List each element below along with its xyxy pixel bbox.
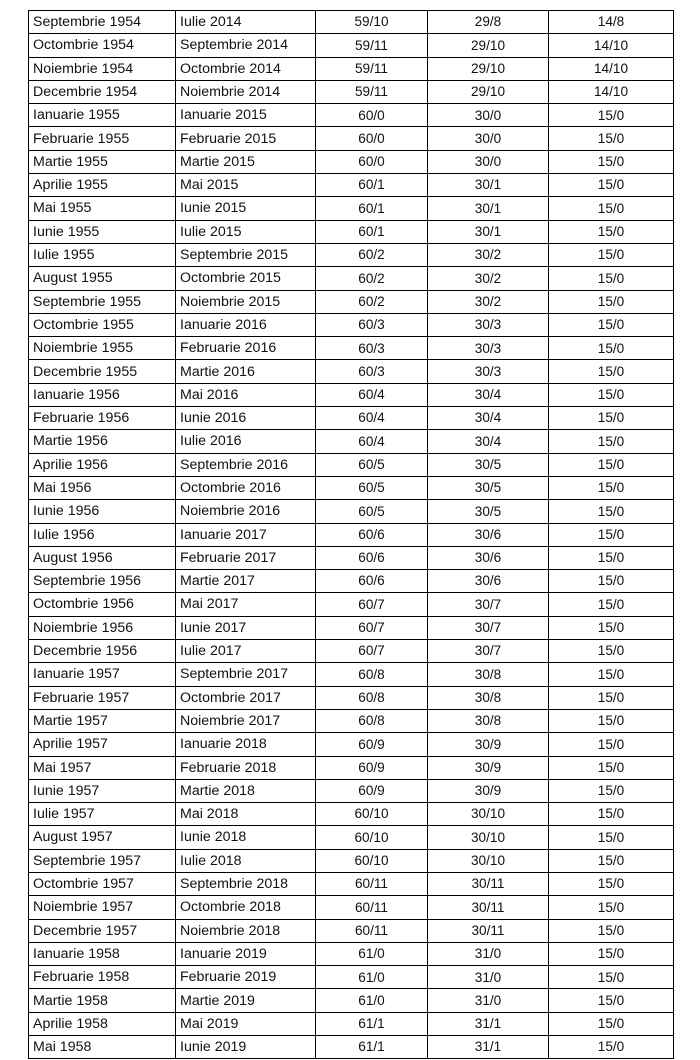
cell-contribution_full: 30/2: [428, 243, 549, 266]
cell-retirement_age: 60/11: [316, 896, 428, 919]
cell-birth_month: Aprilie 1958: [29, 1012, 176, 1035]
cell-retirement_month: Februarie 2018: [176, 756, 316, 779]
cell-retirement_month: Mai 2019: [176, 1012, 316, 1035]
cell-contribution_min: 14/10: [549, 80, 674, 103]
cell-contribution_min: 15/0: [549, 686, 674, 709]
cell-contribution_min: 14/10: [549, 57, 674, 80]
cell-contribution_min: 15/0: [549, 360, 674, 383]
table-row: [29, 337, 674, 360]
cell-contribution_full: 31/0: [428, 942, 549, 965]
cell-retirement_month: Noiembrie 2017: [176, 709, 316, 732]
cell-retirement_month: Septembrie 2016: [176, 453, 316, 476]
cell-contribution_full: 30/10: [428, 803, 549, 826]
cell-retirement_age: 61/0: [316, 966, 428, 989]
cell-contribution_min: 15/0: [549, 197, 674, 220]
cell-contribution_full: 30/7: [428, 593, 549, 616]
cell-contribution_full: 31/0: [428, 966, 549, 989]
cell-retirement_month: Ianuarie 2018: [176, 733, 316, 756]
cell-retirement_month: Iunie 2017: [176, 616, 316, 639]
cell-contribution_min: 15/0: [549, 966, 674, 989]
cell-retirement_age: 60/1: [316, 174, 428, 197]
table-row: [29, 476, 674, 499]
cell-contribution_full: 30/0: [428, 150, 549, 173]
cell-contribution_min: 15/0: [549, 500, 674, 523]
cell-retirement_month: Iunie 2015: [176, 197, 316, 220]
table-row: [29, 896, 674, 919]
cell-retirement_age: 60/3: [316, 337, 428, 360]
table-row: [29, 313, 674, 336]
cell-retirement_age: 60/2: [316, 243, 428, 266]
cell-contribution_min: 15/0: [549, 663, 674, 686]
cell-retirement_month: Februarie 2015: [176, 127, 316, 150]
cell-retirement_month: Martie 2016: [176, 360, 316, 383]
cell-birth_month: Februarie 1958: [29, 966, 176, 989]
cell-retirement_month: Iulie 2015: [176, 220, 316, 243]
cell-contribution_min: 15/0: [549, 779, 674, 802]
cell-birth_month: Ianuarie 1956: [29, 383, 176, 406]
cell-contribution_min: 15/0: [549, 919, 674, 942]
cell-contribution_full: 29/8: [428, 11, 549, 34]
table-row: [29, 220, 674, 243]
cell-contribution_min: 15/0: [549, 174, 674, 197]
cell-retirement_age: 60/0: [316, 127, 428, 150]
cell-contribution_full: 30/3: [428, 337, 549, 360]
cell-contribution_full: 29/10: [428, 57, 549, 80]
cell-contribution_min: 15/0: [549, 546, 674, 569]
cell-retirement_age: 61/1: [316, 1036, 428, 1059]
cell-contribution_full: 30/11: [428, 896, 549, 919]
cell-retirement_age: 60/1: [316, 197, 428, 220]
cell-retirement_age: 60/5: [316, 500, 428, 523]
table-row: [29, 34, 674, 57]
cell-retirement_month: Octombrie 2018: [176, 896, 316, 919]
retirement-schedule-table-container: [28, 10, 673, 1059]
table-body: [29, 11, 674, 1059]
cell-retirement_age: 60/9: [316, 756, 428, 779]
cell-birth_month: Iulie 1956: [29, 523, 176, 546]
cell-retirement_age: 60/9: [316, 779, 428, 802]
cell-birth_month: Septembrie 1954: [29, 11, 176, 34]
cell-birth_month: Mai 1958: [29, 1036, 176, 1059]
cell-retirement_age: 60/6: [316, 546, 428, 569]
cell-contribution_min: 15/0: [549, 733, 674, 756]
cell-birth_month: Octombrie 1954: [29, 34, 176, 57]
table-row: [29, 360, 674, 383]
cell-contribution_full: 31/1: [428, 1012, 549, 1035]
cell-contribution_min: 15/0: [549, 407, 674, 430]
cell-contribution_min: 15/0: [549, 616, 674, 639]
cell-birth_month: Aprilie 1955: [29, 174, 176, 197]
cell-birth_month: Noiembrie 1956: [29, 616, 176, 639]
table-row: [29, 11, 674, 34]
table-row: [29, 826, 674, 849]
cell-contribution_min: 15/0: [549, 104, 674, 127]
cell-retirement_month: Ianuarie 2017: [176, 523, 316, 546]
cell-birth_month: Iunie 1956: [29, 500, 176, 523]
cell-retirement_age: 61/0: [316, 942, 428, 965]
cell-contribution_min: 15/0: [549, 942, 674, 965]
cell-birth_month: August 1955: [29, 267, 176, 290]
table-row: [29, 733, 674, 756]
cell-retirement_age: 60/6: [316, 570, 428, 593]
cell-retirement_age: 60/0: [316, 150, 428, 173]
cell-birth_month: Septembrie 1957: [29, 849, 176, 872]
retirement-schedule-table: [28, 10, 674, 1059]
cell-contribution_min: 15/0: [549, 243, 674, 266]
cell-retirement_month: Martie 2018: [176, 779, 316, 802]
cell-contribution_full: 30/3: [428, 360, 549, 383]
cell-birth_month: Mai 1956: [29, 476, 176, 499]
cell-retirement_month: Ianuarie 2016: [176, 313, 316, 336]
cell-retirement_month: Septembrie 2017: [176, 663, 316, 686]
cell-birth_month: Octombrie 1955: [29, 313, 176, 336]
table-row: [29, 593, 674, 616]
table-row: [29, 709, 674, 732]
cell-birth_month: Martie 1956: [29, 430, 176, 453]
cell-retirement_month: Mai 2018: [176, 803, 316, 826]
table-row: [29, 267, 674, 290]
cell-contribution_min: 15/0: [549, 313, 674, 336]
table-row: [29, 779, 674, 802]
cell-retirement_age: 60/4: [316, 383, 428, 406]
cell-contribution_full: 30/9: [428, 779, 549, 802]
table-row: [29, 640, 674, 663]
cell-retirement_age: 60/8: [316, 663, 428, 686]
table-row: [29, 919, 674, 942]
cell-contribution_min: 15/0: [549, 267, 674, 290]
cell-retirement_month: Noiembrie 2014: [176, 80, 316, 103]
table-row: [29, 872, 674, 895]
cell-birth_month: Noiembrie 1957: [29, 896, 176, 919]
cell-birth_month: Septembrie 1956: [29, 570, 176, 593]
cell-retirement_age: 60/2: [316, 290, 428, 313]
cell-retirement_age: 60/5: [316, 476, 428, 499]
cell-retirement_month: Iunie 2018: [176, 826, 316, 849]
cell-contribution_full: 29/10: [428, 80, 549, 103]
cell-retirement_month: Octombrie 2016: [176, 476, 316, 499]
cell-contribution_min: 15/0: [549, 570, 674, 593]
cell-birth_month: August 1957: [29, 826, 176, 849]
table-row: [29, 942, 674, 965]
cell-retirement_age: 60/8: [316, 709, 428, 732]
cell-birth_month: Octombrie 1956: [29, 593, 176, 616]
cell-retirement_month: Martie 2017: [176, 570, 316, 593]
table-row: [29, 849, 674, 872]
cell-retirement_age: 60/6: [316, 523, 428, 546]
cell-birth_month: Martie 1958: [29, 989, 176, 1012]
cell-contribution_full: 31/0: [428, 989, 549, 1012]
cell-contribution_full: 30/1: [428, 197, 549, 220]
table-row: [29, 989, 674, 1012]
cell-birth_month: Iunie 1955: [29, 220, 176, 243]
cell-contribution_min: 15/0: [549, 826, 674, 849]
cell-contribution_full: 30/5: [428, 476, 549, 499]
cell-contribution_min: 15/0: [549, 1036, 674, 1059]
cell-retirement_age: 60/7: [316, 616, 428, 639]
cell-birth_month: Aprilie 1956: [29, 453, 176, 476]
cell-birth_month: Noiembrie 1954: [29, 57, 176, 80]
cell-retirement_age: 60/8: [316, 686, 428, 709]
cell-contribution_min: 15/0: [549, 1012, 674, 1035]
cell-contribution_full: 30/8: [428, 663, 549, 686]
cell-retirement_month: Octombrie 2015: [176, 267, 316, 290]
cell-contribution_min: 15/0: [549, 756, 674, 779]
table-row: [29, 197, 674, 220]
cell-contribution_full: 30/0: [428, 104, 549, 127]
cell-contribution_full: 30/5: [428, 453, 549, 476]
cell-birth_month: Decembrie 1957: [29, 919, 176, 942]
cell-retirement_month: Ianuarie 2019: [176, 942, 316, 965]
cell-contribution_full: 30/4: [428, 430, 549, 453]
cell-retirement_month: Octombrie 2014: [176, 57, 316, 80]
cell-birth_month: Octombrie 1957: [29, 872, 176, 895]
cell-contribution_full: 30/6: [428, 546, 549, 569]
cell-contribution_full: 30/3: [428, 313, 549, 336]
cell-retirement_age: 60/10: [316, 826, 428, 849]
cell-retirement_age: 59/11: [316, 57, 428, 80]
cell-retirement_month: Februarie 2017: [176, 546, 316, 569]
cell-birth_month: Decembrie 1955: [29, 360, 176, 383]
cell-retirement_month: Martie 2015: [176, 150, 316, 173]
cell-contribution_full: 30/11: [428, 919, 549, 942]
cell-contribution_min: 15/0: [549, 709, 674, 732]
cell-contribution_full: 30/0: [428, 127, 549, 150]
cell-retirement_month: Septembrie 2018: [176, 872, 316, 895]
cell-retirement_age: 60/11: [316, 919, 428, 942]
cell-retirement_age: 60/3: [316, 360, 428, 383]
cell-contribution_min: 15/0: [549, 896, 674, 919]
cell-retirement_age: 59/11: [316, 80, 428, 103]
cell-contribution_min: 15/0: [549, 523, 674, 546]
cell-birth_month: Ianuarie 1958: [29, 942, 176, 965]
cell-birth_month: Martie 1957: [29, 709, 176, 732]
cell-contribution_min: 15/0: [549, 803, 674, 826]
cell-birth_month: Mai 1957: [29, 756, 176, 779]
cell-contribution_min: 15/0: [549, 640, 674, 663]
cell-contribution_full: 30/7: [428, 616, 549, 639]
table-row: [29, 966, 674, 989]
cell-birth_month: Februarie 1957: [29, 686, 176, 709]
cell-retirement_month: Martie 2019: [176, 989, 316, 1012]
cell-retirement_month: Noiembrie 2018: [176, 919, 316, 942]
table-row: [29, 290, 674, 313]
cell-contribution_min: 15/0: [549, 849, 674, 872]
cell-retirement_month: Octombrie 2017: [176, 686, 316, 709]
cell-birth_month: Iulie 1957: [29, 803, 176, 826]
table-row: [29, 1012, 674, 1035]
cell-retirement_month: Iulie 2018: [176, 849, 316, 872]
table-row: [29, 80, 674, 103]
cell-birth_month: Mai 1955: [29, 197, 176, 220]
cell-birth_month: Aprilie 1957: [29, 733, 176, 756]
cell-retirement_month: Septembrie 2015: [176, 243, 316, 266]
cell-birth_month: Martie 1955: [29, 150, 176, 173]
table-row: [29, 663, 674, 686]
cell-retirement_age: 60/4: [316, 430, 428, 453]
cell-retirement_month: Iulie 2016: [176, 430, 316, 453]
cell-retirement_age: 60/0: [316, 104, 428, 127]
cell-contribution_min: 15/0: [549, 337, 674, 360]
cell-contribution_full: 30/10: [428, 849, 549, 872]
cell-retirement_month: Iulie 2017: [176, 640, 316, 663]
cell-contribution_min: 15/0: [549, 989, 674, 1012]
table-row: [29, 430, 674, 453]
cell-contribution_min: 15/0: [549, 220, 674, 243]
cell-contribution_min: 15/0: [549, 476, 674, 499]
cell-contribution_min: 15/0: [549, 872, 674, 895]
cell-contribution_full: 30/7: [428, 640, 549, 663]
cell-contribution_min: 15/0: [549, 127, 674, 150]
table-row: [29, 383, 674, 406]
cell-retirement_age: 60/7: [316, 640, 428, 663]
cell-contribution_full: 30/8: [428, 686, 549, 709]
cell-contribution_full: 30/5: [428, 500, 549, 523]
table-row: [29, 243, 674, 266]
cell-retirement_age: 60/4: [316, 407, 428, 430]
table-row: [29, 104, 674, 127]
cell-contribution_full: 30/9: [428, 756, 549, 779]
cell-contribution_full: 30/4: [428, 383, 549, 406]
table-row: [29, 174, 674, 197]
cell-retirement_month: Iunie 2019: [176, 1036, 316, 1059]
cell-contribution_full: 30/11: [428, 872, 549, 895]
cell-contribution_min: 15/0: [549, 453, 674, 476]
cell-retirement_age: 59/11: [316, 34, 428, 57]
table-row: [29, 150, 674, 173]
table-row: [29, 1036, 674, 1059]
cell-contribution_full: 30/1: [428, 174, 549, 197]
table-row: [29, 57, 674, 80]
table-row: [29, 570, 674, 593]
cell-retirement_age: 60/11: [316, 872, 428, 895]
cell-retirement_month: Mai 2016: [176, 383, 316, 406]
cell-birth_month: Septembrie 1955: [29, 290, 176, 313]
cell-birth_month: Decembrie 1956: [29, 640, 176, 663]
cell-birth_month: Iulie 1955: [29, 243, 176, 266]
cell-contribution_full: 30/8: [428, 709, 549, 732]
cell-birth_month: Noiembrie 1955: [29, 337, 176, 360]
cell-retirement_month: Februarie 2016: [176, 337, 316, 360]
cell-retirement_month: Noiembrie 2016: [176, 500, 316, 523]
cell-retirement_month: Februarie 2019: [176, 966, 316, 989]
cell-retirement_month: Iulie 2014: [176, 11, 316, 34]
table-row: [29, 616, 674, 639]
cell-birth_month: Ianuarie 1957: [29, 663, 176, 686]
cell-contribution_min: 15/0: [549, 150, 674, 173]
cell-birth_month: Iunie 1957: [29, 779, 176, 802]
table-row: [29, 407, 674, 430]
cell-retirement_age: 60/7: [316, 593, 428, 616]
cell-contribution_min: 15/0: [549, 593, 674, 616]
cell-contribution_min: 15/0: [549, 430, 674, 453]
cell-retirement_age: 60/5: [316, 453, 428, 476]
table-row: [29, 686, 674, 709]
table-row: [29, 803, 674, 826]
cell-retirement_age: 60/10: [316, 803, 428, 826]
cell-birth_month: August 1956: [29, 546, 176, 569]
cell-contribution_full: 30/2: [428, 290, 549, 313]
table-row: [29, 756, 674, 779]
cell-contribution_full: 30/9: [428, 733, 549, 756]
cell-retirement_age: 60/2: [316, 267, 428, 290]
cell-contribution_min: 15/0: [549, 290, 674, 313]
cell-birth_month: Februarie 1955: [29, 127, 176, 150]
cell-birth_month: Februarie 1956: [29, 407, 176, 430]
cell-retirement_month: Mai 2015: [176, 174, 316, 197]
cell-birth_month: Ianuarie 1955: [29, 104, 176, 127]
cell-retirement_age: 59/10: [316, 11, 428, 34]
cell-contribution_full: 30/6: [428, 570, 549, 593]
cell-retirement_month: Noiembrie 2015: [176, 290, 316, 313]
cell-retirement_month: Ianuarie 2015: [176, 104, 316, 127]
cell-contribution_full: 30/2: [428, 267, 549, 290]
cell-contribution_full: 30/4: [428, 407, 549, 430]
cell-contribution_full: 30/10: [428, 826, 549, 849]
table-row: [29, 127, 674, 150]
cell-retirement_month: Iunie 2016: [176, 407, 316, 430]
cell-contribution_min: 14/10: [549, 34, 674, 57]
cell-contribution_full: 30/6: [428, 523, 549, 546]
cell-contribution_min: 14/8: [549, 11, 674, 34]
cell-contribution_min: 15/0: [549, 383, 674, 406]
table-row: [29, 500, 674, 523]
cell-contribution_full: 31/1: [428, 1036, 549, 1059]
cell-retirement_age: 61/1: [316, 1012, 428, 1035]
cell-retirement_age: 60/10: [316, 849, 428, 872]
cell-contribution_full: 29/10: [428, 34, 549, 57]
cell-birth_month: Decembrie 1954: [29, 80, 176, 103]
cell-retirement_age: 60/1: [316, 220, 428, 243]
cell-retirement_month: Mai 2017: [176, 593, 316, 616]
cell-retirement_age: 60/3: [316, 313, 428, 336]
table-row: [29, 453, 674, 476]
table-row: [29, 546, 674, 569]
cell-contribution_full: 30/1: [428, 220, 549, 243]
cell-retirement_age: 61/0: [316, 989, 428, 1012]
cell-retirement_age: 60/9: [316, 733, 428, 756]
table-row: [29, 523, 674, 546]
cell-retirement_month: Septembrie 2014: [176, 34, 316, 57]
